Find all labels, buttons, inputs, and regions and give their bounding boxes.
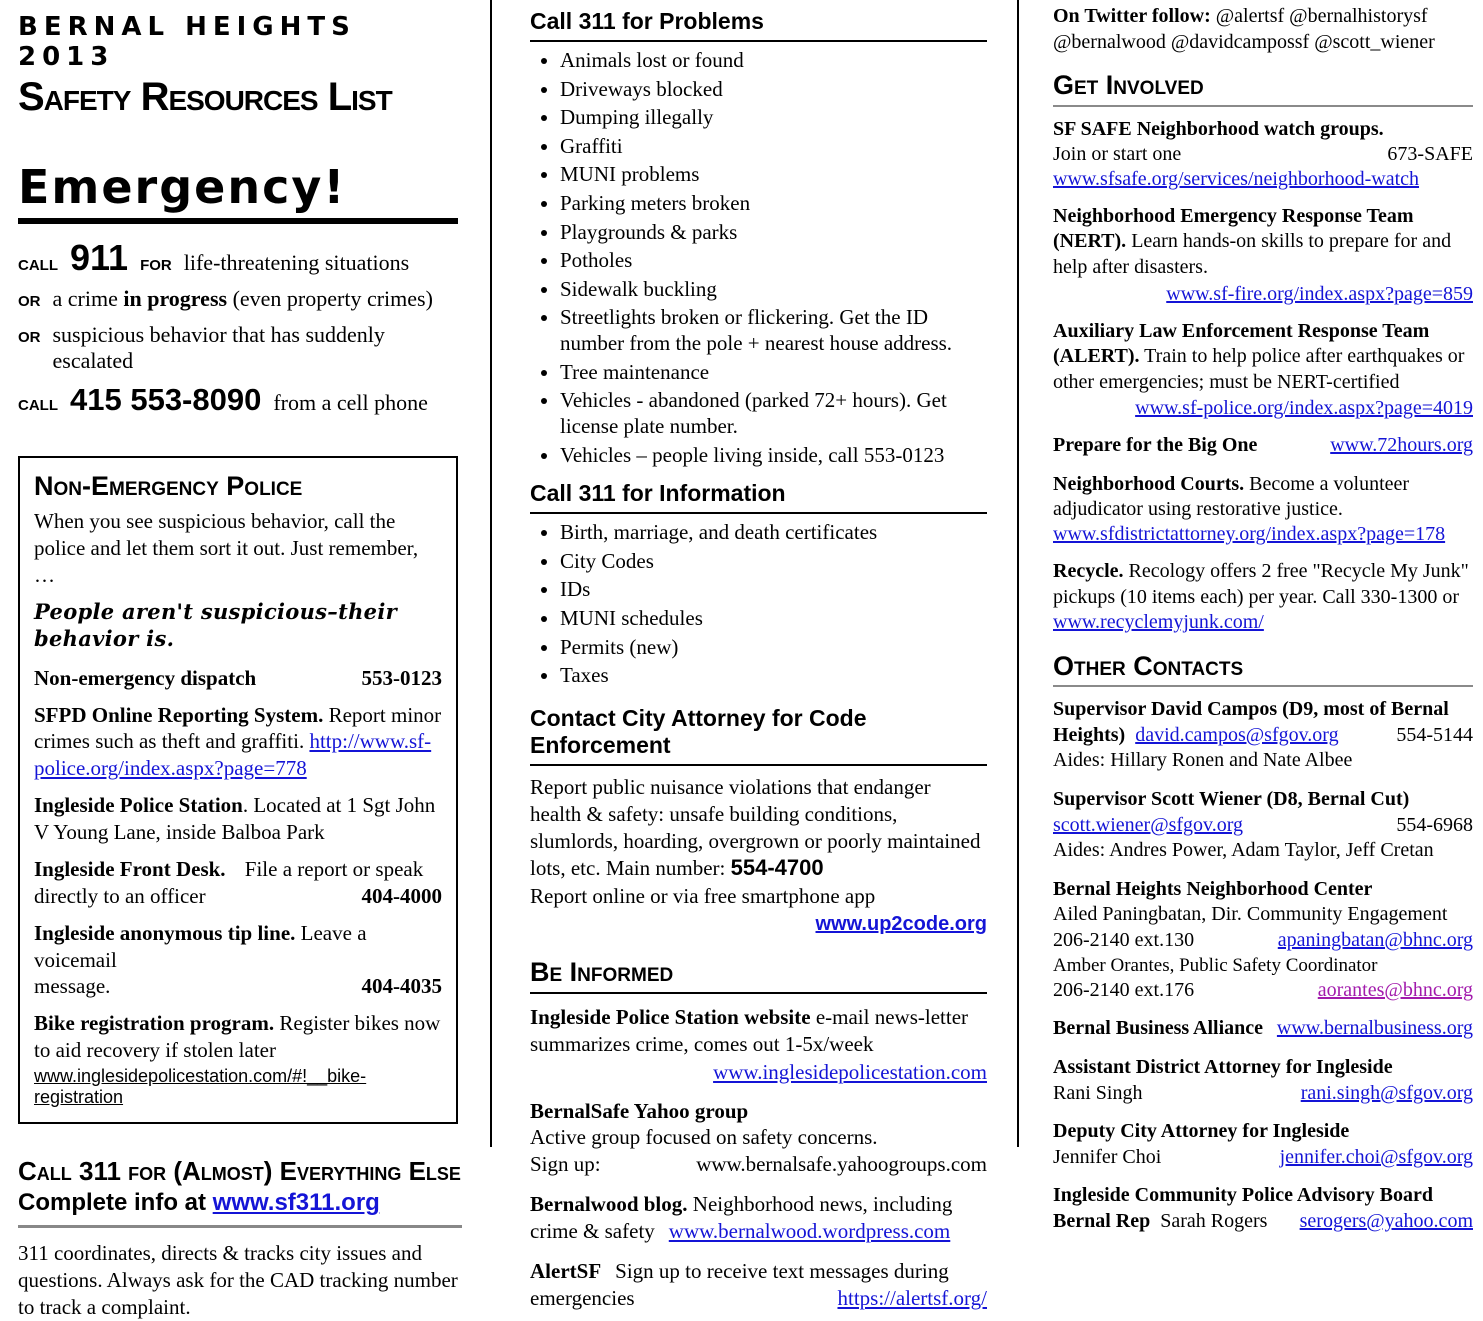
list-item: • MUNI problems <box>560 162 987 188</box>
problems-list <box>530 48 987 468</box>
link-row <box>530 1060 987 1085</box>
be-informed-heading: Be Informed <box>530 958 987 993</box>
number-cell: 415 553-8090 <box>70 382 262 417</box>
sfsafe-phone: 673-SAFE <box>1387 143 1473 166</box>
or-label: or <box>18 324 41 347</box>
bernalsafe-entry <box>530 1098 987 1179</box>
link-row <box>1053 397 1473 420</box>
sf311-link[interactable]: www.sf311.org <box>212 1189 380 1217</box>
recycle-entry <box>1053 559 1473 636</box>
list-item: • Parking meters broken <box>560 191 987 217</box>
list-item: • MUNI schedules <box>560 606 987 632</box>
tipline-phone-row <box>34 973 442 1000</box>
column-left <box>0 0 490 1320</box>
page-title: Safety Resources List <box>18 75 392 119</box>
entry-body <box>530 1191 987 1245</box>
emergency-text: from a cell phone <box>273 390 428 415</box>
campos-contact-row <box>1053 723 1473 749</box>
list-item: • Potholes <box>560 248 987 274</box>
entry-text: Sign up to receive text messages during <box>615 1258 949 1283</box>
kicker: BERNAL HEIGHTS 2013 <box>18 12 356 72</box>
icpab-entry <box>1053 1183 1473 1234</box>
or-label: or <box>18 288 41 311</box>
column-right <box>1017 0 1483 1232</box>
entry-title: Heights) <box>1053 723 1126 746</box>
entry-title: SFPD Online Reporting System. <box>34 702 324 727</box>
list-item: • Birth, marriage, and death certificates <box>560 520 987 546</box>
entry-title: Neighborhood Emergency Response Team (NERT). <box>1053 204 1414 253</box>
call-label: call <box>18 392 58 415</box>
courts-link[interactable]: www.sfdistrictattorney.org/index.aspx?page=178 <box>1053 523 1446 546</box>
call-label: call <box>18 252 58 275</box>
sfsafe-phone-row <box>1053 142 1473 168</box>
entry-title: Ingleside Police Station <box>34 793 243 818</box>
bhnc-contact-row-2 <box>1053 978 1473 1004</box>
bhnc-contact-row-1 <box>1053 928 1473 954</box>
emergency-text <box>53 286 433 312</box>
entry-text: Report minor crimes such as theft and graffiti. <box>34 702 442 754</box>
entry-title: Bernalwood blog. <box>530 1192 688 1217</box>
bhnc-phone-1: 206-2140 ext.130 <box>1053 928 1195 951</box>
code-enforcement-heading: Contact City Attorney for Code Enforcement <box>530 705 987 766</box>
entry-text: directly to an officer <box>34 883 206 908</box>
nert-entry <box>1053 204 1473 306</box>
emergency-heading: Emergency! <box>18 160 347 214</box>
entry-title: Neighborhood Courts. <box>1053 472 1245 495</box>
ada-entry <box>1053 1055 1473 1106</box>
entry-body <box>1053 472 1473 523</box>
entry-body <box>1053 319 1473 396</box>
sfsafe-link[interactable]: www.sfsafe.org/services/neighborhood-watch <box>1053 167 1420 190</box>
prepare-row <box>1053 433 1473 459</box>
bernalsafe-url: www.bernalsafe.yahoogroups.com <box>696 1152 987 1177</box>
information-heading: Call 311 for Information <box>530 480 987 514</box>
alert-link[interactable]: www.sf-police.org/index.aspx?page=4019 <box>1135 397 1473 420</box>
emergency-line-cell <box>18 384 462 416</box>
nert-link[interactable]: www.sf-fire.org/index.aspx?page=859 <box>1166 282 1473 305</box>
entry-text: Become a volunteer adjudicator using restorative justice. <box>1053 472 1410 521</box>
bba-link[interactable]: www.bernalbusiness.org <box>1276 1017 1473 1040</box>
entry-text: . Located at 1 Sgt John V Young Lane, inside Balboa Park <box>34 793 436 845</box>
list-item: • IDs <box>560 577 987 603</box>
contact-left <box>1053 1209 1267 1235</box>
wiener-entry <box>1053 787 1473 864</box>
ingleside-website-link[interactable]: www.inglesidepolicestation.com <box>713 1059 987 1084</box>
body-text: Report public nuisance violations that endanger health & safety: unsafe building conditions, slumlords, hoarding, overgrown or poorly maintained lots, etc. Main number: <box>530 774 981 881</box>
entry-title: Deputy City Attorney for Ingleside <box>1053 1120 1350 1143</box>
motto-text: People aren't suspicious–their behavior is. <box>34 598 397 651</box>
dca-contact-row <box>1053 1145 1473 1171</box>
alert-entry <box>1053 319 1473 421</box>
list-item: • Driveways blocked <box>560 77 987 103</box>
twitter-line-1 <box>1053 4 1473 30</box>
72hours-link[interactable]: www.72hours.org <box>1330 434 1473 457</box>
bba-row <box>1053 1016 1473 1042</box>
dispatch-row <box>34 665 442 692</box>
signup-label: Sign up: <box>530 1152 601 1177</box>
entry-text: Recology offers 2 free "Recycle My Junk" pickups (10 items each) per year. Call 330-1300 or <box>1053 560 1469 608</box>
non-emergency-police-box <box>18 456 458 1124</box>
entry-title: Supervisor Scott Wiener (D8, Bernal Cut) <box>1053 787 1410 810</box>
bhnc-entry <box>1053 877 1473 1004</box>
signup-row <box>530 1151 987 1178</box>
bike-registration-link[interactable]: www.inglesidepolicestation.com/#!__bike-registration <box>34 1066 367 1108</box>
text: a crime <box>52 286 124 311</box>
text: Complete info at <box>18 1189 213 1217</box>
entry-title: Bernal Business Alliance <box>1053 1017 1264 1040</box>
call-311-heading: Call 311 for (Almost) Everything Else <box>18 1156 461 1187</box>
entry-title: Ingleside Front Desk. <box>34 856 226 881</box>
frontdesk-entry <box>34 856 442 883</box>
campos-phone: 554-5144 <box>1396 723 1473 746</box>
entry-text: Join or start one <box>1053 143 1182 166</box>
other-contacts-heading: Other Contacts <box>1053 652 1473 687</box>
entry-title: Auxiliary Law Enforcement Response Team (ALERT). <box>1053 319 1430 368</box>
station-entry <box>34 792 442 846</box>
ada-email-link[interactable]: rani.singh@sfgov.org <box>1300 1081 1473 1104</box>
list-item: • Playgrounds & parks <box>560 220 987 246</box>
attorney-phone: 554-4700 <box>730 855 824 881</box>
campos-entry <box>1053 697 1473 774</box>
emergency-rule <box>18 218 458 224</box>
entry-text: Active group focused on safety concerns. <box>530 1125 878 1150</box>
sfsafe-entry <box>1053 117 1473 191</box>
entry-title: Ingleside Community Police Advisory Board <box>1053 1184 1434 1207</box>
entry-body <box>1053 204 1473 281</box>
frontdesk-phone-row <box>34 883 442 910</box>
list-item: • Sidewalk buckling <box>560 277 987 303</box>
list-item: • Vehicles – people living inside, call 553-0123 <box>560 443 987 469</box>
courts-entry <box>1053 472 1473 546</box>
list-item: • Vehicles - abandoned (parked 72+ hours). Get license plate number. <box>560 388 987 439</box>
entry-title: Bike registration program. <box>34 1011 275 1036</box>
icpab-person: Sarah Rogers <box>1160 1210 1268 1232</box>
list-item: • Taxes <box>560 663 987 689</box>
entry-title: AlertSF <box>530 1258 602 1283</box>
entry-title: Prepare for the Big One <box>1053 434 1258 457</box>
list-item: • Tree maintenance <box>560 360 987 386</box>
bhnc-phone-2: 206-2140 ext.176 <box>1053 978 1195 1001</box>
ada-contact-row <box>1053 1081 1473 1107</box>
bhnc-email-link-2[interactable]: aorantes@bhnc.org <box>1317 978 1473 1001</box>
alertsf-link[interactable]: https://alertsf.org/ <box>837 1285 987 1310</box>
entry-title: Recycle. <box>1053 560 1124 583</box>
number-911: 911 <box>70 237 129 278</box>
twitter-label: On Twitter follow: <box>1053 5 1211 27</box>
emergency-line-suspicious <box>18 322 462 374</box>
bhnc-person-2: Amber Orantes, Public Safety Coordinator <box>1053 954 1378 976</box>
wiener-email-link[interactable]: scott.wiener@sfgov.org <box>1053 813 1244 836</box>
alertsf-link-row <box>530 1285 987 1312</box>
ada-person: Rani Singh <box>1053 1081 1143 1104</box>
entry-title: Assistant District Attorney for Ingleside <box>1053 1056 1393 1079</box>
entry-body <box>1053 559 1473 636</box>
ingleside-website-entry <box>530 1004 987 1085</box>
campos-email-link[interactable]: david.campos@sfgov.org <box>1135 723 1339 746</box>
up2code-link-row <box>530 911 987 936</box>
entry-text: File a report or speak <box>244 856 424 881</box>
bhnc-email-link-1[interactable]: apaningbatan@bhnc.org <box>1277 928 1473 951</box>
twitter-line-2: @bernalwood @davidcampossf @scott_wiener <box>1053 30 1435 53</box>
dispatch-label: Non-emergency dispatch <box>34 665 257 690</box>
entry-text: message. <box>34 974 111 999</box>
tipline-phone: 404-4035 <box>361 974 442 999</box>
dispatch-phone: 553-0123 <box>361 665 442 690</box>
intro-text: When you see suspicious behavior, call the police and let them sort it out. Just remember, … <box>34 509 419 588</box>
entry-title: Ingleside anonymous tip line. <box>34 920 296 945</box>
wiener-aides: Aides: Andres Power, Adam Taylor, Jeff Cretan <box>1053 839 1434 862</box>
tipline-entry <box>34 920 442 974</box>
entry-text: Neighborhood news, including crime & safety <box>530 1192 953 1244</box>
bhnc-person-1: Ailed Paningbatan, Dir. Community Engagement <box>1053 903 1448 926</box>
list-item: • Permits (new) <box>560 635 987 661</box>
entry-body <box>530 1258 987 1285</box>
dca-person: Jennifer Choi <box>1053 1145 1162 1168</box>
list-item: • City Codes <box>560 549 987 575</box>
call-311-body: 311 coordinates, directs & tracks city issues and questions. Always ask for the CAD tracking number to track a complaint. <box>18 1241 458 1320</box>
entry-text: emergencies <box>530 1285 635 1310</box>
up2code-link[interactable]: www.up2code.org <box>815 913 987 936</box>
get-involved-heading: Get Involved <box>1053 71 1473 106</box>
problems-heading: Call 311 for Problems <box>530 8 987 42</box>
twitter-handles: @alertsf @bernalhistorysf <box>1210 5 1428 27</box>
bernalwood-link[interactable]: www.bernalwood.wordpress.com <box>668 1219 951 1244</box>
alertsf-entry <box>530 1258 987 1312</box>
frontdesk-phone: 404-4000 <box>361 883 442 908</box>
list-item: • Streetlights broken or flickering. Get the ID number from the pole + nearest house address. <box>560 305 987 356</box>
wiener-phone: 554-6968 <box>1396 813 1473 836</box>
link-row <box>1053 283 1473 306</box>
rep-label: Bernal Rep <box>1053 1210 1151 1232</box>
entry-title: Bernal Heights Neighborhood Center <box>1053 877 1373 900</box>
entry-text: e-mail news-letter summarizes crime, comes out 1-5x/week <box>530 1004 969 1056</box>
information-list <box>530 520 987 689</box>
recyclemyjunk-link[interactable]: www.recyclemyjunk.com/ <box>1053 611 1264 634</box>
entry-body <box>530 1004 987 1058</box>
emergency-line-crime <box>18 286 462 312</box>
emergency-text: life-threatening situations <box>183 250 410 275</box>
prepare-entry <box>1053 433 1473 459</box>
sfpd-entry <box>34 702 442 783</box>
call-311-subheading <box>18 1189 462 1228</box>
icpab-email-link[interactable]: serogers@yahoo.com <box>1299 1210 1473 1232</box>
contact-left <box>1053 723 1339 749</box>
list-item: • Dumping illegally <box>560 105 987 131</box>
entry-text: Leave a voicemail <box>34 920 367 972</box>
section-heading: Non-Emergency Police <box>34 471 303 501</box>
entry-title: SF SAFE Neighborhood watch groups. <box>1053 117 1384 140</box>
emergency-line-911 <box>18 237 462 278</box>
list-item: • Animals lost or found <box>560 48 987 74</box>
entry-text: Learn hands-on skills to prepare for and help after disasters. <box>1053 230 1452 278</box>
bba-entry <box>1053 1016 1473 1042</box>
for-label: for <box>140 252 172 275</box>
entry-title: BernalSafe Yahoo group <box>530 1098 749 1123</box>
body-text: Report online or via free smartphone app <box>530 883 876 908</box>
text: (even property crimes) <box>227 286 433 311</box>
entry-text: Train to help police after earthquakes or other emergencies; must be NERT-certified <box>1053 345 1465 393</box>
code-enforcement-body <box>530 774 987 910</box>
bike-entry <box>34 1010 442 1064</box>
icpab-contact-row <box>1053 1209 1473 1235</box>
bernalwood-entry <box>530 1191 987 1245</box>
text-bold: in progress <box>123 286 228 311</box>
list-item: • Graffiti <box>560 134 987 160</box>
dca-email-link[interactable]: jennifer.choi@sfgov.org <box>1279 1145 1473 1168</box>
entry-title: Ingleside Police Station website <box>530 1004 811 1029</box>
column-middle <box>490 0 1017 1310</box>
emergency-text: suspicious behavior that has suddenly escalated <box>52 322 385 373</box>
dca-entry <box>1053 1119 1473 1170</box>
sfpd-report-link[interactable]: http://www.sf-police.org/index.aspx?page=778 <box>34 729 432 781</box>
entry-title: Supervisor David Campos (D9, most of Bernal <box>1053 698 1449 721</box>
campos-aides: Aides: Hillary Ronen and Nate Albee <box>1053 749 1353 772</box>
entry-text: Register bikes now to aid recovery if stolen later <box>34 1011 441 1063</box>
wiener-contact-row <box>1053 813 1473 839</box>
